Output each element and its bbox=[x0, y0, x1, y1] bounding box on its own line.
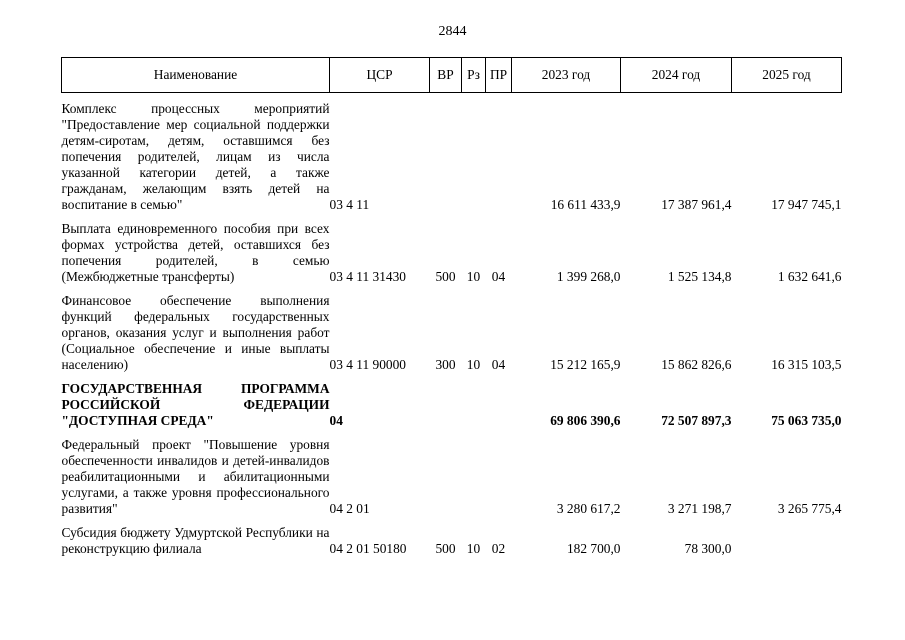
row-pr bbox=[486, 381, 512, 429]
spacer-row bbox=[62, 285, 842, 293]
row-2024: 78 300,0 bbox=[684, 541, 732, 556]
row-name: Финансовое обеспечение выполнения функций федеральных государственных органов, оказания услуг и выполнения работ (Социальное обеспечение и иные выплаты населению) bbox=[61, 293, 330, 372]
header-rz: Рз bbox=[462, 58, 486, 93]
row-vr: 500 bbox=[435, 541, 456, 556]
row-name: Выплата единовременного пособия при всех формах устройства детей, оставшихся без попечения родителей, в семью (Межбюджетные трансферты) bbox=[61, 221, 330, 284]
row-2023: 182 700,0 bbox=[566, 541, 621, 556]
row-csr: 03 4 11 31430 bbox=[329, 269, 406, 284]
row-name: Комплекс процессных мероприятий "Предоставление мер социальной поддержки детям-сиротам, детям, оставшимся без попечения родителей, лицам из числа указанной категории детей, а также гражданам, желающим взять детей на воспитание в семью" bbox=[61, 101, 330, 212]
row-rz: 10 bbox=[466, 541, 481, 556]
row-vr: 300 bbox=[435, 357, 456, 372]
row-name: Субсидия бюджету Удмуртской Республики на реконструкцию филиала bbox=[61, 525, 330, 556]
spacer-row bbox=[62, 517, 842, 525]
row-pr bbox=[486, 437, 512, 517]
table-row-program bbox=[62, 381, 842, 429]
spacer-row bbox=[62, 429, 842, 437]
header-row bbox=[62, 58, 842, 93]
row-2023: 15 212 165,9 bbox=[550, 357, 621, 372]
table-row bbox=[62, 525, 842, 557]
table-row bbox=[62, 437, 842, 517]
header-csr: ЦСР bbox=[330, 58, 430, 93]
spacer-row bbox=[62, 213, 842, 221]
row-csr: 04 bbox=[329, 413, 343, 428]
row-vr bbox=[430, 101, 462, 213]
budget-table bbox=[61, 57, 842, 557]
row-vr bbox=[430, 437, 462, 517]
row-2023: 69 806 390,6 bbox=[550, 413, 621, 428]
table-row bbox=[62, 221, 842, 285]
row-pr: 02 bbox=[491, 541, 506, 556]
spacer-row bbox=[62, 93, 842, 102]
row-2024: 3 271 198,7 bbox=[667, 501, 732, 516]
row-2023: 1 399 268,0 bbox=[556, 269, 621, 284]
row-pr: 04 bbox=[491, 357, 506, 372]
header-2024: 2024 год bbox=[621, 58, 732, 93]
row-rz bbox=[462, 381, 486, 429]
row-csr: 04 2 01 50180 bbox=[329, 541, 407, 556]
row-name: Федеральный проект "Повышение уровня обеспеченности инвалидов и детей-инвалидов реабилитационными и абилитационными услугами, а также уровня профессионального развития" bbox=[61, 437, 330, 516]
row-vr bbox=[430, 381, 462, 429]
row-2024: 15 862 826,6 bbox=[661, 357, 732, 372]
row-pr bbox=[486, 101, 512, 213]
page-number: 2844 bbox=[438, 24, 467, 39]
row-rz bbox=[462, 437, 486, 517]
row-name: ГОСУДАРСТВЕННАЯ ПРОГРАММА РОССИЙСКОЙ ФЕДЕРАЦИИ "ДОСТУПНАЯ СРЕДА" bbox=[61, 381, 330, 428]
row-rz bbox=[462, 101, 486, 213]
row-csr: 03 4 11 bbox=[329, 197, 370, 212]
header-name: Наименование bbox=[62, 58, 330, 93]
header-2025: 2025 год bbox=[732, 58, 842, 93]
row-2025: 1 632 641,6 bbox=[777, 269, 842, 284]
header-2023: 2023 год bbox=[512, 58, 621, 93]
row-2023: 3 280 617,2 bbox=[556, 501, 621, 516]
table-row bbox=[62, 293, 842, 373]
row-2025: 16 315 103,5 bbox=[771, 357, 842, 372]
row-2023: 16 611 433,9 bbox=[550, 197, 621, 212]
row-2025 bbox=[732, 525, 842, 557]
row-vr: 500 bbox=[435, 269, 456, 284]
row-2024: 72 507 897,3 bbox=[661, 413, 732, 428]
row-rz: 10 bbox=[466, 357, 481, 372]
row-rz: 10 bbox=[466, 269, 481, 284]
row-2024: 17 387 961,4 bbox=[661, 197, 732, 212]
row-2024: 1 525 134,8 bbox=[667, 269, 732, 284]
table-row bbox=[62, 101, 842, 213]
header-pr: ПР bbox=[486, 58, 512, 93]
row-pr: 04 bbox=[491, 269, 506, 284]
row-2025: 75 063 735,0 bbox=[771, 413, 842, 428]
row-csr: 04 2 01 bbox=[329, 501, 370, 516]
row-csr: 03 4 11 90000 bbox=[329, 357, 406, 372]
spacer-row bbox=[62, 373, 842, 381]
row-2025: 3 265 775,4 bbox=[777, 501, 842, 516]
row-2025: 17 947 745,1 bbox=[771, 197, 842, 212]
header-vr: ВР bbox=[430, 58, 462, 93]
